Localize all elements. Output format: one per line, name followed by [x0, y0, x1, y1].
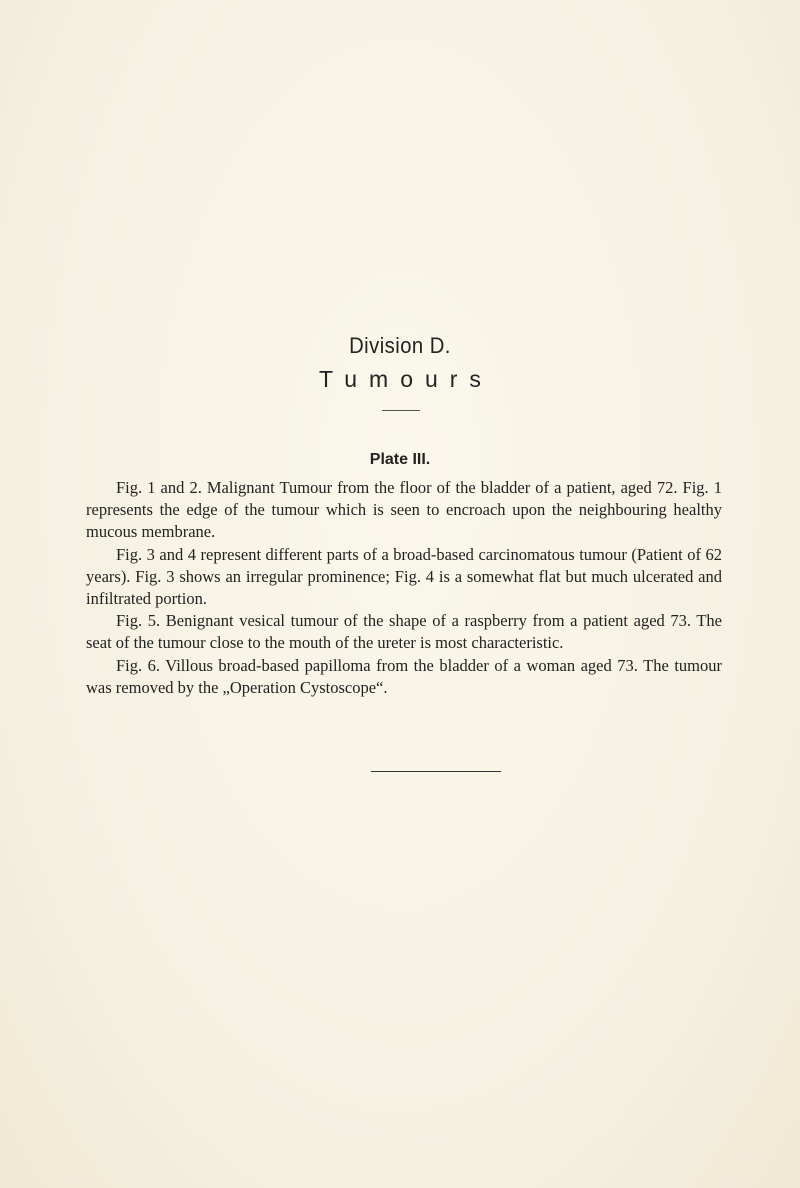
section-title: Tumours: [319, 366, 493, 392]
division-heading: Division D.: [349, 333, 451, 358]
paragraph-fig-1-2: Fig. 1 and 2. Malignant Tumour from the floor of the bladder of a patient, aged 72. Fig. 1 represents the edge of the tumour which is seen to encroach upon the neighbouring healthy mucous membrane.: [86, 478, 722, 542]
paragraph-fig-5: Fig. 5. Benignant vesical tumour of the shape of a raspberry from a patient aged 73. The seat of the tumour close to the mouth of the ureter is most characteristic.: [86, 611, 722, 653]
short-divider: [382, 410, 420, 411]
plate-description: [86, 477, 722, 699]
end-divider: [371, 771, 501, 772]
paragraph-fig-3-4: Fig. 3 and 4 represent different parts of a broad-based carcinomatous tumour (Patient of 62 years). Fig. 3 shows an irregular prominence; Fig. 4 is a somewhat flat but much ulcerated and infiltrated portion.: [86, 544, 722, 609]
paragraph-fig-6: Fig. 6. Villous broad-based papilloma from the bladder of a woman aged 73. The tumour was removed by the „Operation Cystoscope“.: [86, 655, 722, 697]
plate-heading: Plate III.: [369, 451, 431, 468]
